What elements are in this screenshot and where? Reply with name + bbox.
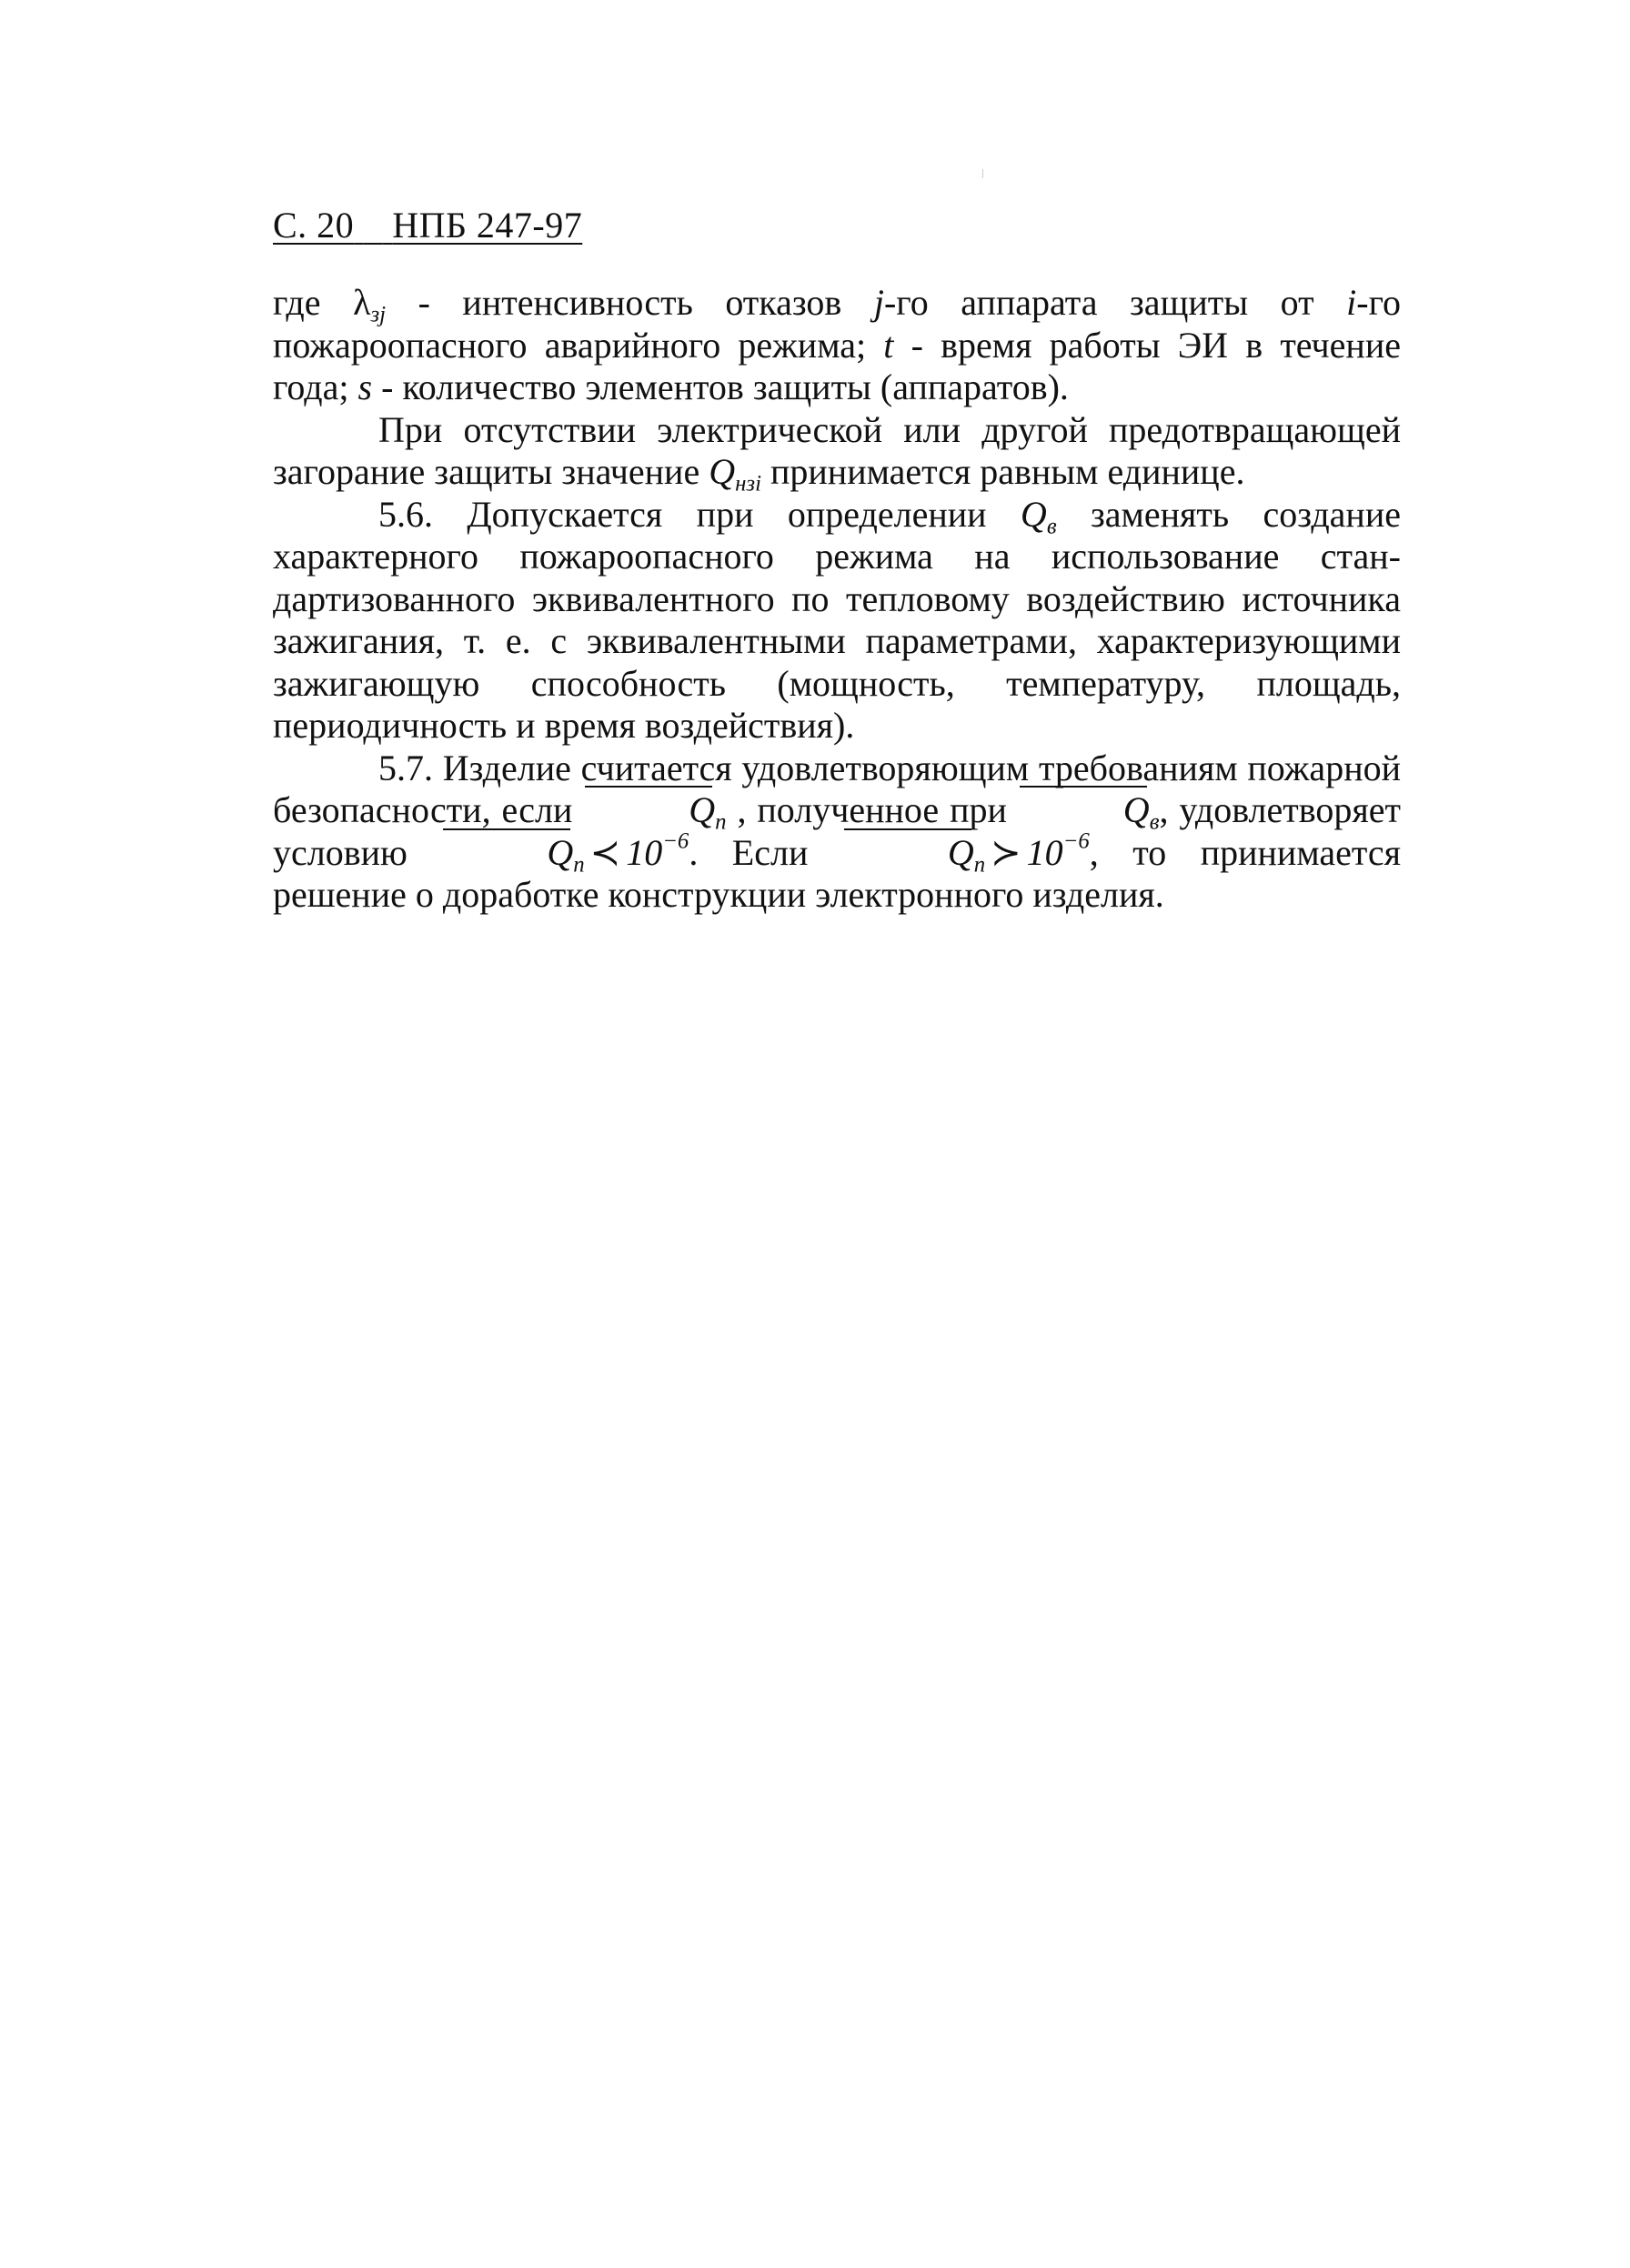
page-header (273, 202, 582, 249)
q-n-bar-symbol: $Q_п$ (583, 789, 726, 830)
body-text (273, 282, 1401, 917)
paragraph-definitions: где $\lambda_{зj}$ - интенсивность отказов j-го аппарата защиты от i-го пожароопасного аварийного режима; t - время работы ЭИ в течение года; s - количество элементов защиты (аппаратов). (273, 282, 1401, 407)
paragraph-5-7: 5.7. Изделие считается удовлетворяющим требованиям пожарной безопасности, если $Q_п$ , полученное при $Q_в$, удовлетворяет условию $Q_п$ ≺ $10^{-6}$. Если $Q_п$ ≻ $10^{-6}$, то принимается решение о доработке конструкции электронного изделия. (273, 747, 1401, 915)
q-v-bar-symbol: $Q_в$ (1018, 789, 1160, 830)
condition-less-formula: $Q_п$ ≺ $10^{-6}$ (441, 832, 689, 873)
page-reference: С. 20 (273, 205, 355, 246)
q-v-symbol: $Q_в$ (1020, 493, 1057, 538)
paragraph-5-6: 5.6. Допускается при определении $Q_в$ заменять создание характерного пожароопасного режима на использование стандартизованного эквивалентного по тепловому воздействию источника зажигания, т. е. с эквивалентными параметрами, характеризующими зажигающую способность (мощность, температуру, площадь, периодичность и время воздействия). (273, 493, 1401, 746)
scan-artifact (982, 169, 983, 178)
condition-greater-formula: $Q_п$ ≻ $10^{-6}$ (842, 832, 1090, 873)
q-nzi-symbol: $Q_{нзi}$ (709, 451, 761, 497)
lambda-symbol: $\lambda_{зj}$ (353, 282, 387, 327)
document-code: НПБ 247-97 (392, 205, 583, 246)
paragraph-no-protection: При отсутствии электрической или другой предотвращающей загорание защиты значение $Q_{нзi}$ принимается равным единице. (273, 408, 1401, 497)
